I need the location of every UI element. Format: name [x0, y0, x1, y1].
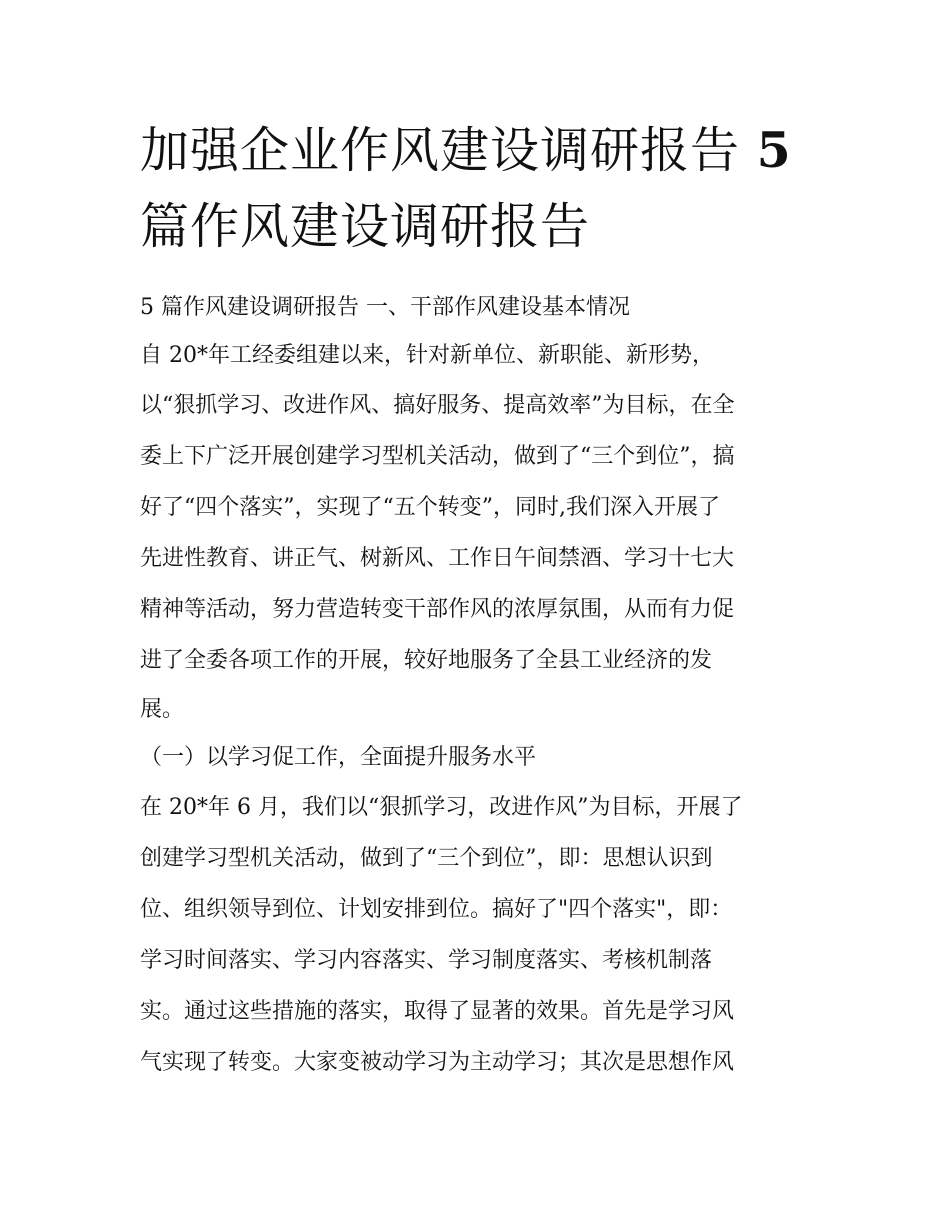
- body-line: 位、组织领导到位、计划安排到位。搞好了"四个落实"，即：: [140, 897, 733, 922]
- body-line: 以“狠抓学习、改进作风、搞好服务、提高效率”为目标，在全: [140, 393, 735, 418]
- body-line: 自 20*年工经委组建以来，针对新单位、新职能、新形势，: [140, 343, 714, 368]
- body-line: 委上下广泛开展创建学习型机关活动，做到了“三个到位”，搞: [140, 444, 735, 469]
- body-line: 5 篇作风建设调研报告 一、干部作风建设基本情况: [140, 295, 630, 320]
- body-line: 好了“四个落实”，实现了“五个转变”，同时,我们深入开展了: [140, 495, 720, 520]
- body-line: 在 20*年 6 月，我们以“狠抓学习，改进作风”为目标，开展了: [140, 795, 743, 820]
- title-number: 5: [756, 121, 792, 179]
- title-line-2: 篇作风建设调研报告: [140, 198, 591, 255]
- body-line: 展。: [140, 697, 185, 722]
- title-line-1: 加强企业作风建设调研报告: [140, 122, 741, 179]
- body-line: 先进性教育、讲正气、树新风、工作日午间禁酒、学习十七大: [140, 546, 735, 571]
- body-line: 进了全委各项工作的开展，较好地服务了全县工业经济的发: [140, 648, 713, 673]
- body-line: 气实现了转变。大家变被动学习为主动学习；其次是思想作风: [140, 1050, 735, 1075]
- document-title: [140, 112, 840, 265]
- body-line: 实。通过这些措施的落实，取得了显著的效果。首先是学习风: [140, 999, 735, 1024]
- document-body: [140, 284, 820, 1088]
- body-line: 精神等活动，努力营造转变干部作风的浓厚氛围，从而有力促: [140, 597, 735, 622]
- body-line: 学习时间落实、学习内容落实、学习制度落实、考核机制落: [140, 948, 713, 973]
- body-line: 创建学习型机关活动，做到了“三个到位”，即：思想认识到: [140, 846, 713, 871]
- section-heading: （一）以学习促工作，全面提升服务水平: [140, 745, 537, 770]
